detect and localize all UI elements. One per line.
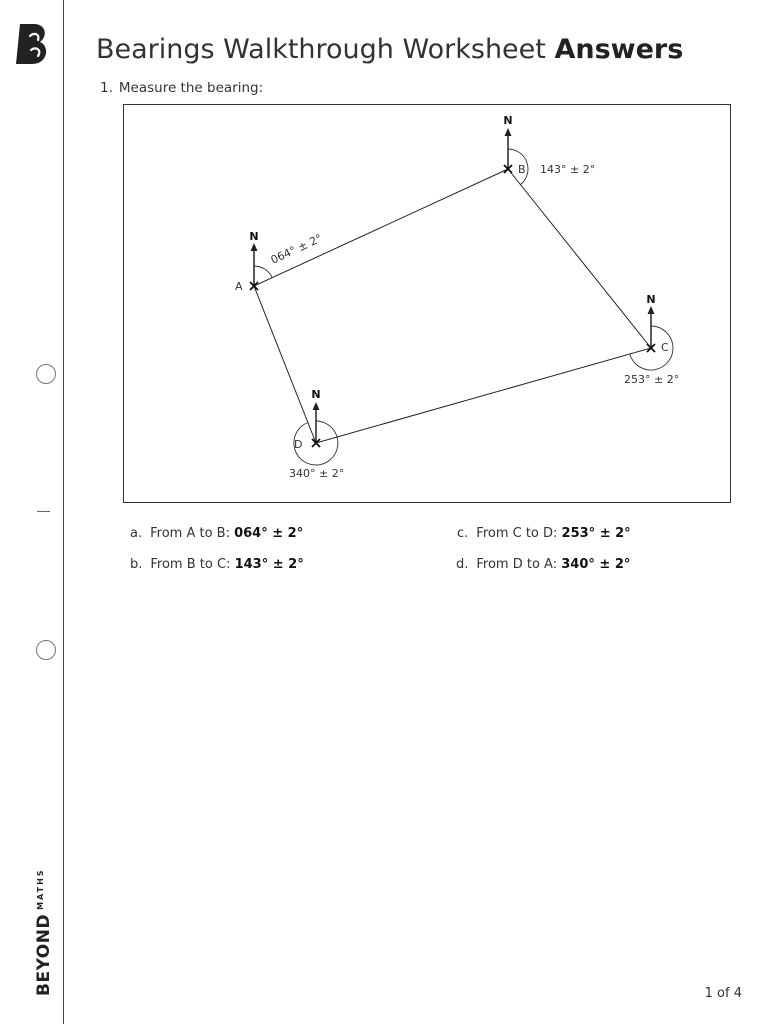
- north-label-b: N: [503, 114, 513, 127]
- answer-label: b.: [130, 557, 143, 572]
- bearings-diagram: [123, 104, 731, 503]
- answer-label: c.: [457, 526, 469, 541]
- punch-hole-top: [36, 364, 56, 384]
- brand-sub: MATHS: [36, 868, 45, 910]
- punch-hole-bottom: [36, 640, 56, 660]
- answer-b: [130, 557, 304, 572]
- brand-name: BEYOND: [34, 913, 54, 996]
- answer-d: [456, 557, 630, 572]
- bearing-label-ab: 064° ± 2°: [268, 231, 325, 267]
- answer-value: 064° ± 2°: [234, 526, 304, 541]
- title-main: Bearings Walkthrough Worksheet: [96, 34, 546, 65]
- page-title: [96, 34, 683, 65]
- margin-line: [63, 0, 64, 1024]
- bearing-label-da: 340° ± 2°: [289, 467, 345, 480]
- fold-mark: [37, 511, 50, 512]
- answer-c: [457, 526, 631, 541]
- answer-label: a.: [130, 526, 143, 541]
- point-label-c: C: [661, 341, 669, 354]
- answer-text: From A to B:: [150, 526, 235, 541]
- question-prompt: [100, 80, 263, 96]
- diagram-frame: [124, 105, 731, 503]
- answer-text: From C to D:: [476, 526, 562, 541]
- north-label-a: N: [249, 230, 259, 243]
- answer-text: From D to A:: [476, 557, 562, 572]
- beyond-logo-icon: [14, 22, 52, 66]
- answer-text: From B to C:: [150, 557, 235, 572]
- answer-value: 340° ± 2°: [561, 557, 631, 572]
- brand-wordmark: [34, 868, 54, 996]
- point-label-a: A: [235, 280, 243, 293]
- answer-label: d.: [456, 557, 469, 572]
- point-label-d: D: [294, 438, 303, 451]
- north-label-d: N: [311, 388, 321, 401]
- north-label-c: N: [646, 293, 656, 306]
- answer-a: [130, 526, 303, 541]
- bearing-label-cd: 253° ± 2°: [624, 373, 680, 386]
- question-number: 1.: [100, 80, 113, 96]
- point-label-b: B: [518, 163, 526, 176]
- page-number: 1 of 4: [704, 986, 742, 1001]
- title-emphasis: Answers: [554, 34, 684, 65]
- question-text: Measure the bearing:: [118, 80, 264, 96]
- answer-value: 253° ± 2°: [561, 526, 631, 541]
- answer-value: 143° ± 2°: [234, 557, 304, 572]
- bearing-label-bc: 143° ± 2°: [540, 163, 596, 176]
